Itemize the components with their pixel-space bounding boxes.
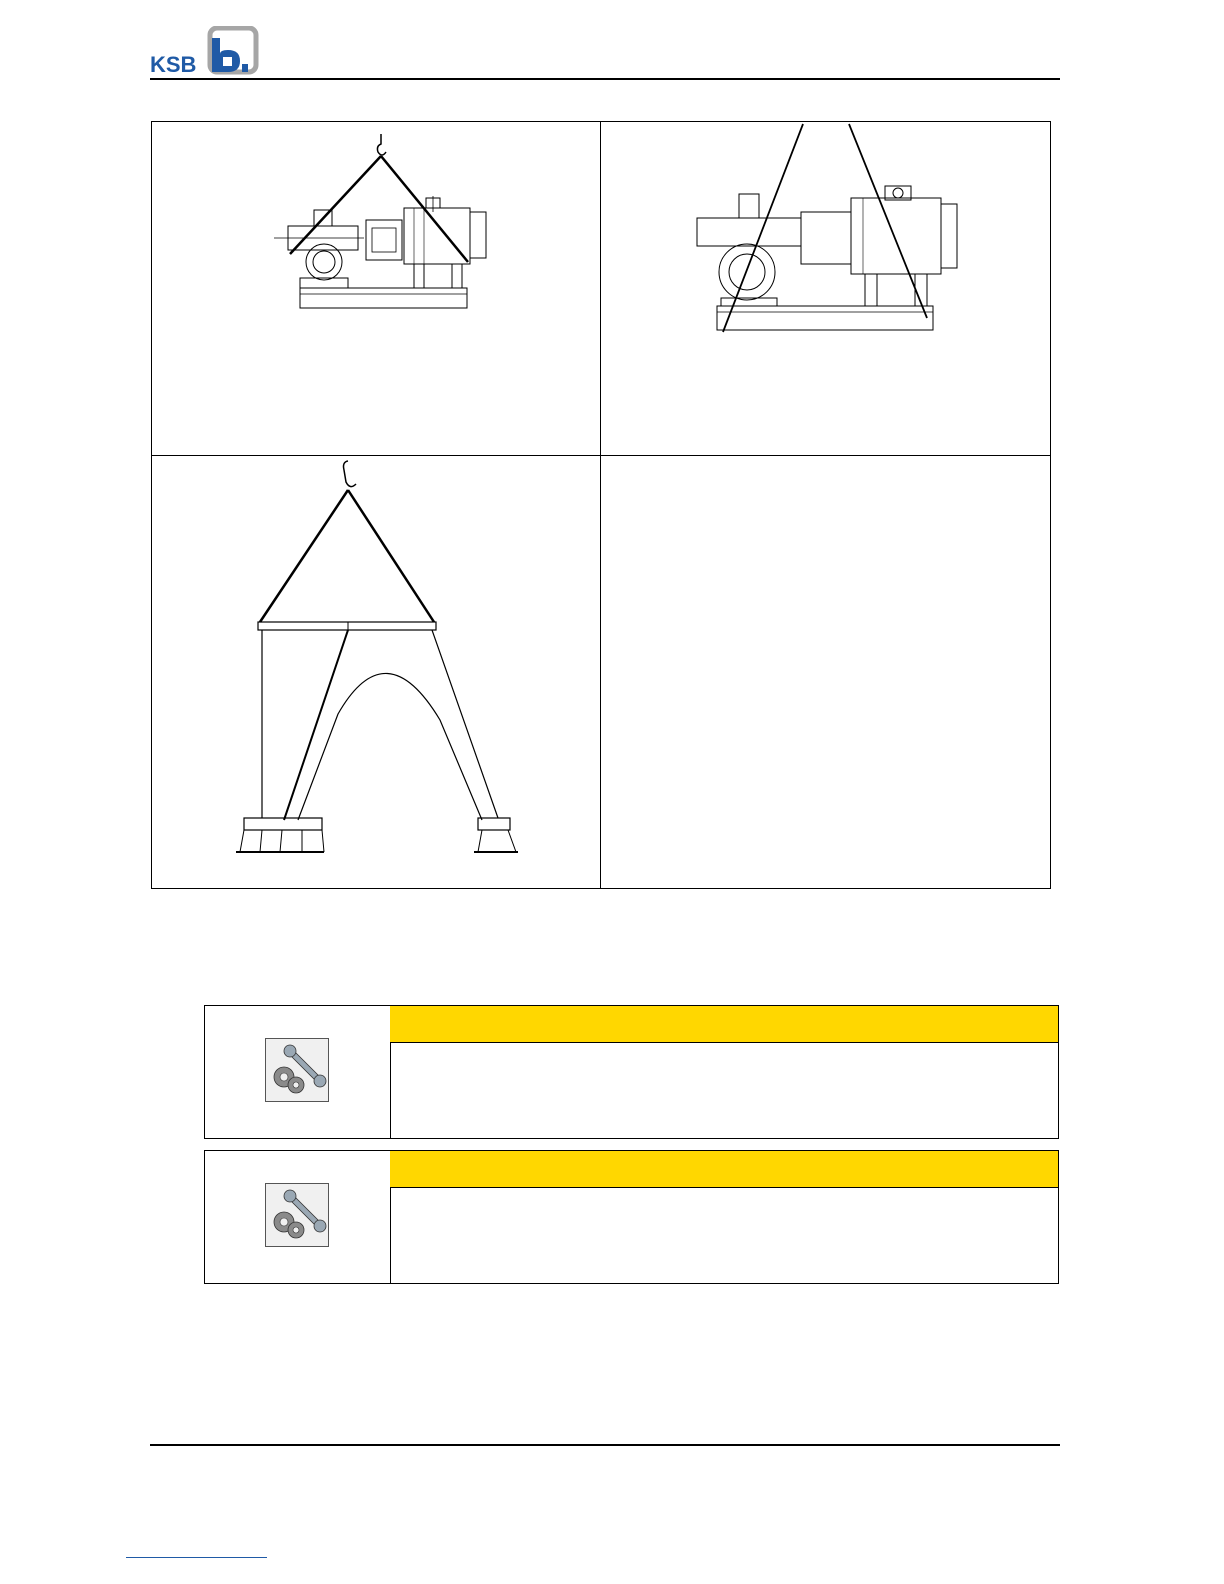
note-box-2 [204,1150,1059,1284]
brand-name: KSB [150,52,197,77]
note-icon-cell [205,1151,391,1283]
ksb-logo-mark-icon [150,26,260,76]
note-body [390,1043,1058,1138]
tools-gears-wrench-icon [265,1038,329,1102]
pump-lifting-slings-icon [601,122,1050,455]
note-body [390,1188,1058,1283]
note-icon-cell [205,1006,391,1138]
figure-cell-3 [152,456,601,888]
tools-gears-wrench-icon [265,1183,329,1247]
figure-cell-2 [601,122,1050,456]
figure-cell-1 [152,122,601,456]
figure-cell-4-empty [601,456,1050,888]
note-header-bar [390,1006,1058,1043]
header-rule [150,78,1060,80]
vertical-frame-lifting-icon [152,456,600,888]
ksb-logo [150,26,260,76]
footer-rule [150,1444,1060,1446]
pump-lifting-crane-hook-icon [152,122,600,455]
lifting-figures-table [151,121,1051,889]
footer-link-underline[interactable] [126,1557,267,1558]
note-box-1 [204,1005,1059,1139]
note-header-bar [390,1151,1058,1188]
